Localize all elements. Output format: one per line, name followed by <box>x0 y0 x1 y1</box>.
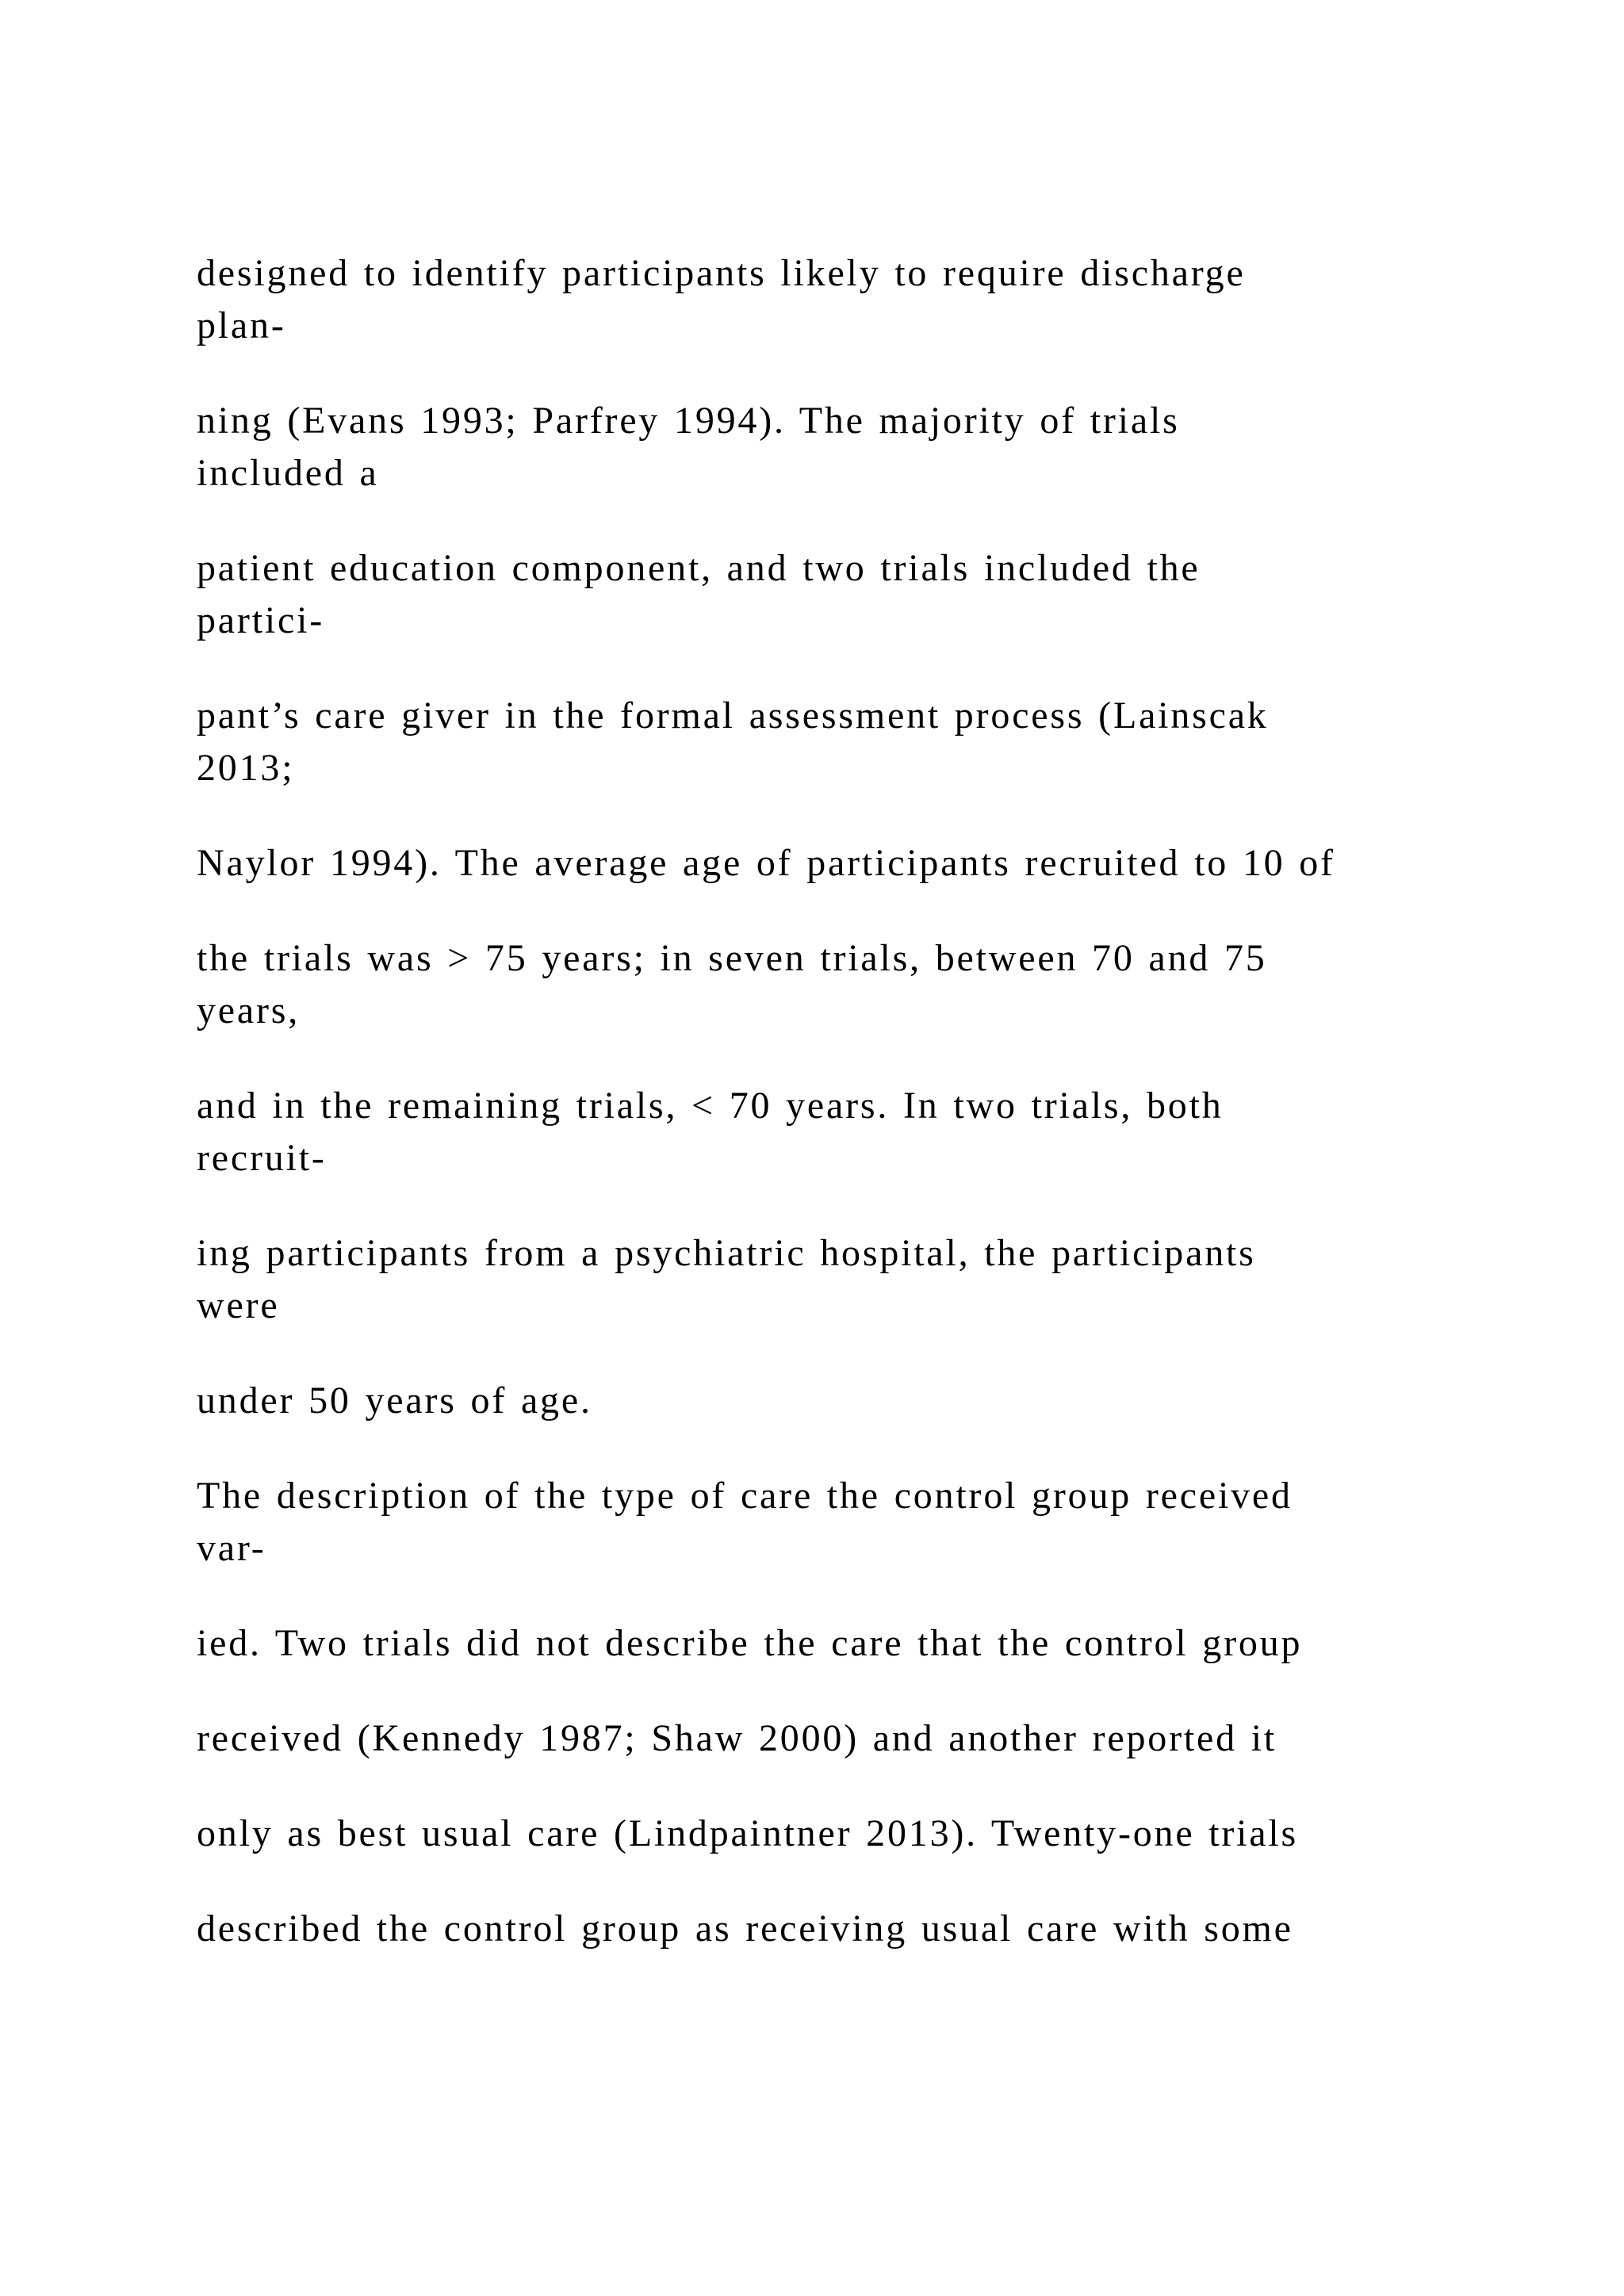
text-line: ied. Two trials did not describe the care that the control group <box>197 1622 1303 1664</box>
text-line: under 50 years of age. <box>197 1380 592 1422</box>
text-line: Naylor 1994). The average age of participants recruited to 10 of <box>197 842 1335 884</box>
text-line: designed to identify participants likely to require discharge plan- <box>197 252 1246 346</box>
text-line: and in the remaining trials, < 70 years. In two trials, both recruit- <box>197 1085 1224 1179</box>
text-line: the trials was > 75 years; in seven trials, between 70 and 75 years, <box>197 937 1267 1031</box>
text-line: pant’s care giver in the formal assessment process (Lainscak 2013; <box>197 695 1269 789</box>
text-line: The description of the type of care the control group received var- <box>197 1475 1293 1569</box>
text-line: patient education component, and two trials included the partici- <box>197 547 1201 641</box>
document-body <box>197 247 1465 1998</box>
text-line: received (Kennedy 1987; Shaw 2000) and another reported it <box>197 1717 1277 1759</box>
text-line: ning (Evans 1993; Parfrey 1994). The majority of trials included a <box>197 400 1180 494</box>
text-line: only as best usual care (Lindpaintner 2013). Twenty-one trials <box>197 1812 1299 1854</box>
text-line: described the control group as receiving usual care with some <box>197 1908 1293 1950</box>
text-line: ing participants from a psychiatric hospital, the participants were <box>197 1232 1256 1326</box>
